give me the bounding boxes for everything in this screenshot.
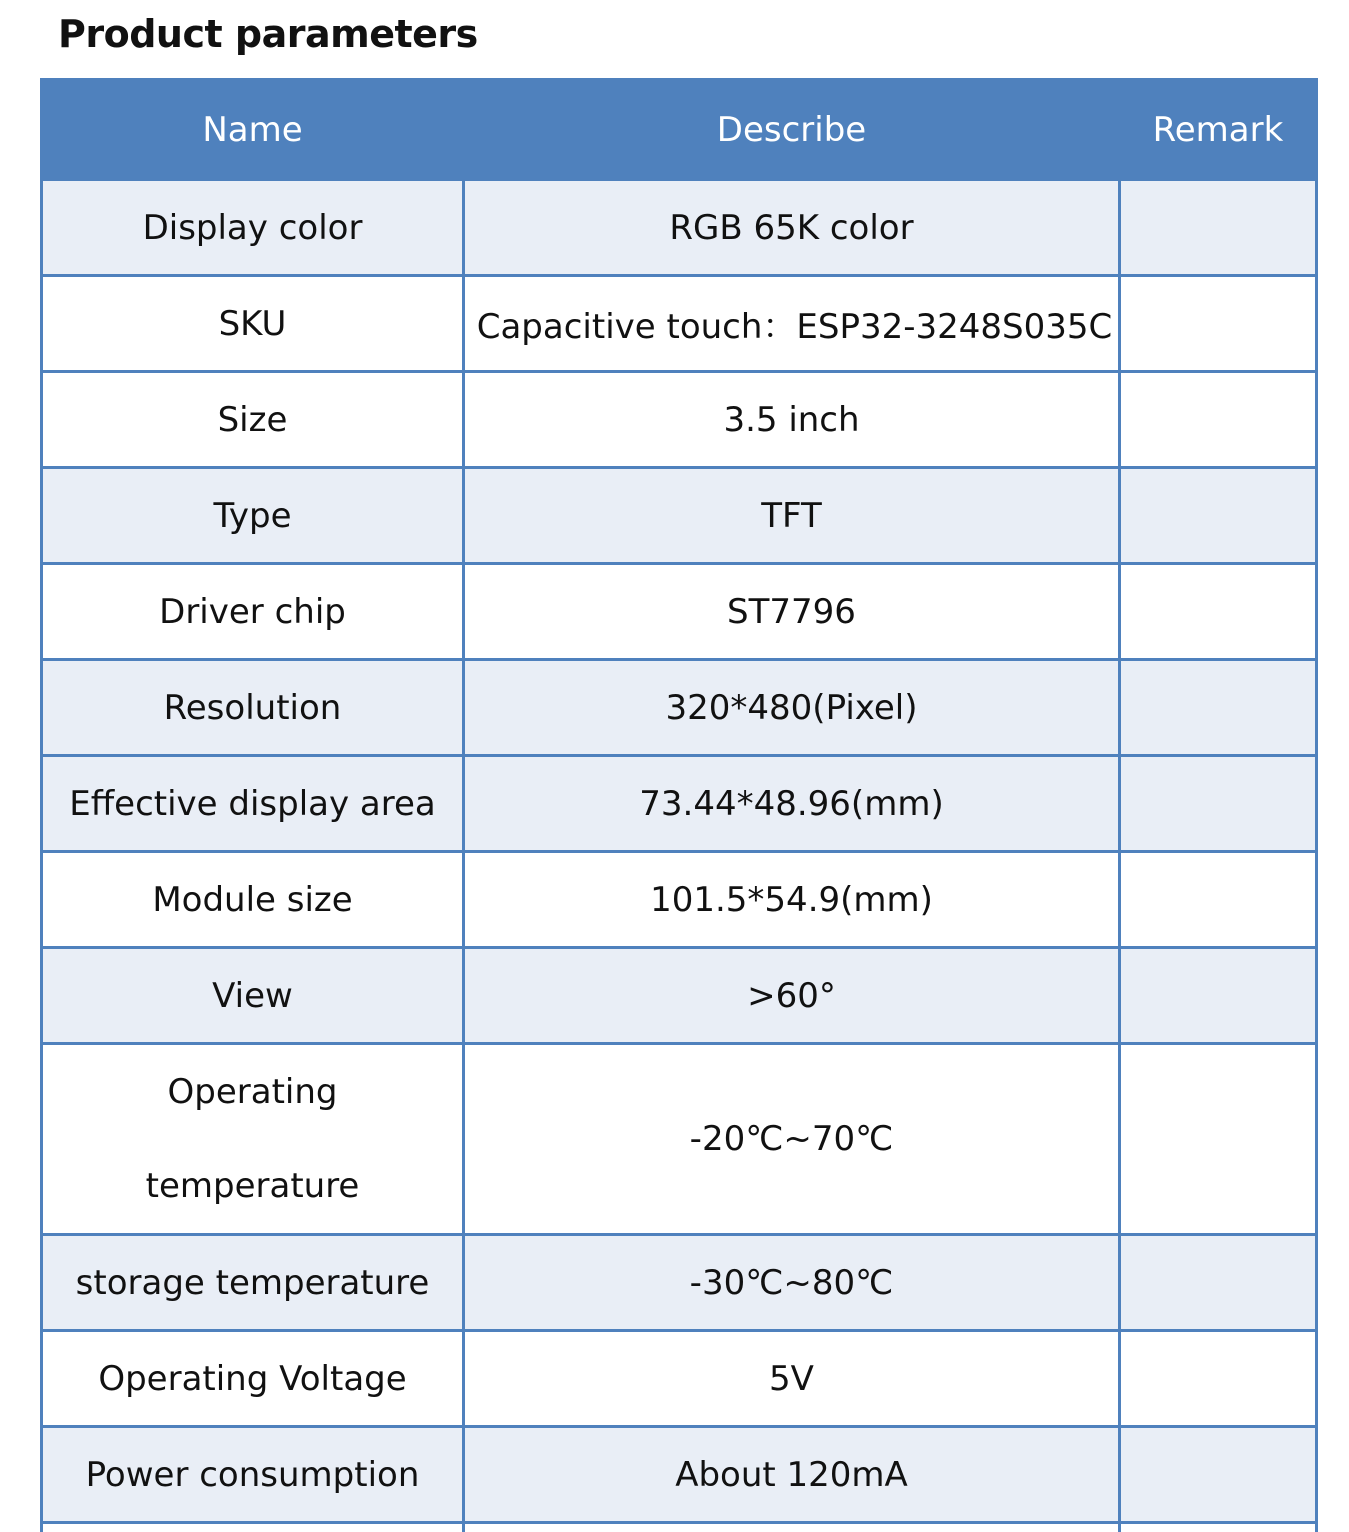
param-remark-cell	[1120, 1427, 1317, 1523]
param-describe-cell: 3.5 inch	[464, 372, 1120, 468]
table-row	[42, 852, 1317, 948]
param-name-cell: Type	[42, 468, 464, 564]
param-describe-cell: 73.44*48.96(mm)	[464, 756, 1120, 852]
param-describe-cell: 5V	[464, 1331, 1120, 1427]
param-name-cell: Resolution	[42, 660, 464, 756]
param-remark-cell	[1120, 468, 1317, 564]
param-remark-cell	[1120, 372, 1317, 468]
param-name-line: Operating	[43, 1045, 462, 1139]
param-remark-cell	[1120, 852, 1317, 948]
table-row	[42, 564, 1317, 660]
table-row	[42, 372, 1317, 468]
param-describe-cell: TFT	[464, 468, 1120, 564]
param-name-cell: Size	[42, 372, 464, 468]
column-header-describe: Describe	[464, 80, 1120, 180]
table-row	[42, 1235, 1317, 1331]
table-header-row	[42, 80, 1317, 180]
page-title: Product parameters	[58, 8, 478, 60]
table-row	[42, 468, 1317, 564]
param-remark-cell	[1120, 756, 1317, 852]
param-name-cell: Operating Voltage	[42, 1331, 464, 1427]
param-name-cell	[42, 1044, 464, 1235]
param-remark-cell	[1120, 180, 1317, 276]
param-remark-cell	[1120, 660, 1317, 756]
param-name-cell: Effective display area	[42, 756, 464, 852]
table-row	[42, 948, 1317, 1044]
param-describe-cell: 320*480(Pixel)	[464, 660, 1120, 756]
param-describe-cell: RGB 65K color	[464, 180, 1120, 276]
param-name-cell: Module size	[42, 852, 464, 948]
param-remark-cell	[1120, 1331, 1317, 1427]
table-row-continuation	[42, 1523, 1317, 1532]
column-header-name: Name	[42, 80, 464, 180]
param-name-cell: View	[42, 948, 464, 1044]
param-name-cell: Power consumption	[42, 1427, 464, 1523]
table-row	[42, 1331, 1317, 1427]
param-remark-cell	[1120, 1044, 1317, 1235]
param-describe-cell: -30℃~80℃	[464, 1235, 1120, 1331]
param-describe-cell: Capacitive touch：ESP32-3248S035C	[464, 276, 1120, 372]
param-describe-cell: ST7796	[464, 564, 1120, 660]
param-remark-cell	[1120, 276, 1317, 372]
param-describe-cell: About 120mA	[464, 1427, 1120, 1523]
param-remark-cell	[1120, 564, 1317, 660]
param-name-cell: Driver chip	[42, 564, 464, 660]
table-row	[42, 1427, 1317, 1523]
param-remark-cell	[1120, 1523, 1317, 1532]
param-name-cell: SKU	[42, 276, 464, 372]
product-parameters-table	[40, 78, 1318, 1532]
param-name-line: temperature	[43, 1139, 462, 1233]
param-name-cell: storage temperature	[42, 1235, 464, 1331]
table-row	[42, 276, 1317, 372]
table-row	[42, 660, 1317, 756]
param-name-cell: Display color	[42, 180, 464, 276]
param-describe-cell: >60°	[464, 948, 1120, 1044]
column-header-remark: Remark	[1120, 80, 1317, 180]
table-row	[42, 1044, 1317, 1235]
param-describe-cell	[464, 1523, 1120, 1532]
param-name-cell	[42, 1523, 464, 1532]
param-remark-cell	[1120, 948, 1317, 1044]
param-remark-cell	[1120, 1235, 1317, 1331]
param-describe-cell: -20℃~70℃	[464, 1044, 1120, 1235]
param-describe-cell: 101.5*54.9(mm)	[464, 852, 1120, 948]
table-row	[42, 180, 1317, 276]
table-row	[42, 756, 1317, 852]
